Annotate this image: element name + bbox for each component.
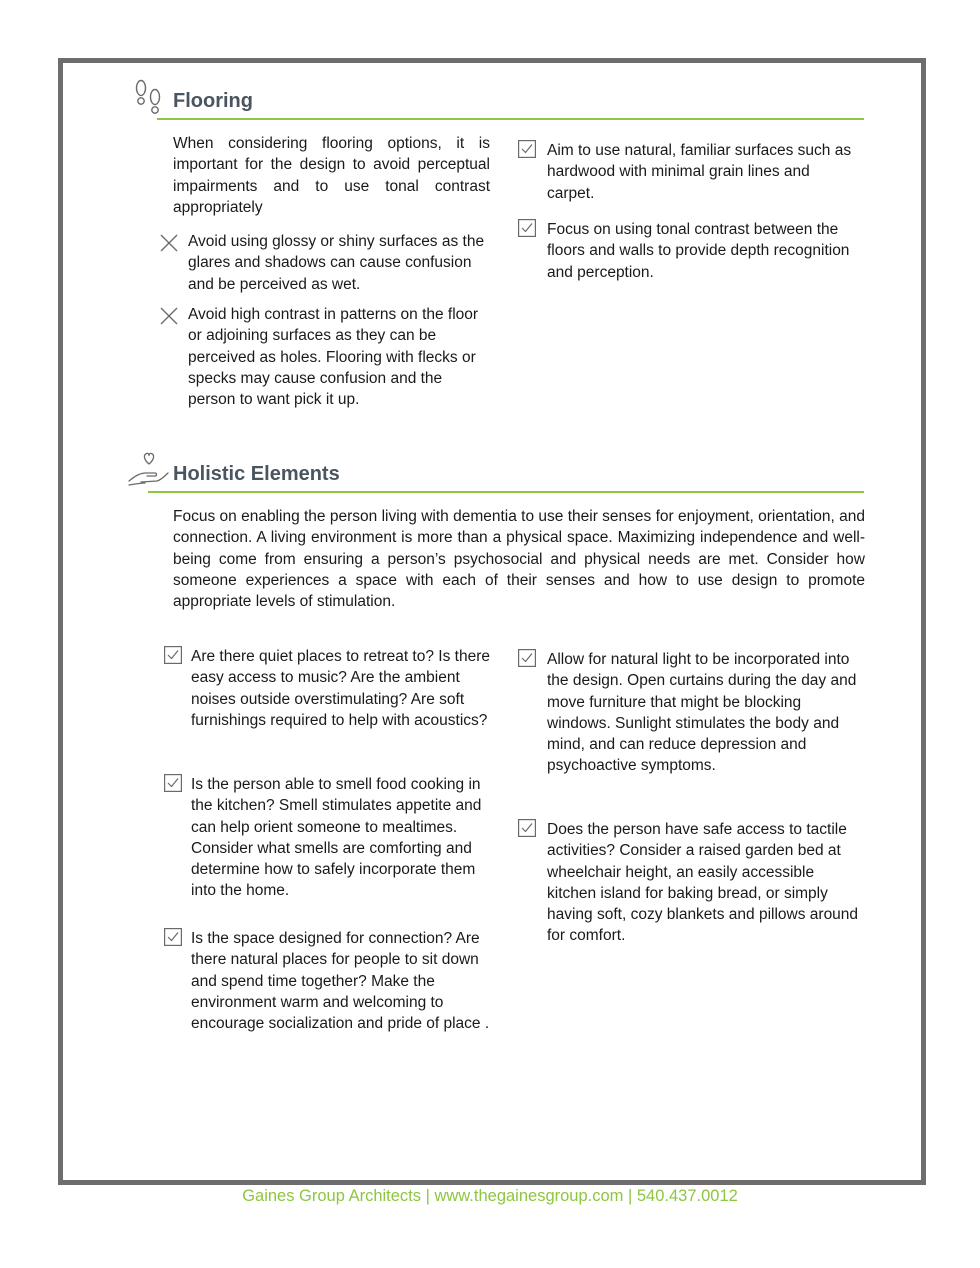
checkbox-checked-icon xyxy=(164,646,182,664)
flooring-avoid-item: Avoid high contrast in patterns on the floor or adjoining surfaces as they can be perceived as holes. Flooring with flecks or specks may cause confusion and the person to want pick it up. xyxy=(160,304,490,410)
holistic-intro: Focus on enabling the person living with dementia to use their senses for enjoyment, orientation, and connection. A living environment is more than a physical space. Maximizing independence and well-being come from ensuring a person’s psychosocial and physical needs are met. Consider how someone experiences a space with each of their senses and how to use design to promote appropriate levels of stimulation. xyxy=(173,508,865,611)
x-icon xyxy=(160,234,178,252)
flooring-do-item: Aim to use natural, familiar surfaces such as hardwood with minimal grain lines and carpet. xyxy=(518,140,858,204)
flooring-avoid-item: Avoid using glossy or shiny surfaces as the glares and shadows can cause confusion and be perceived as wet. xyxy=(160,231,490,295)
holistic-divider xyxy=(148,491,864,493)
holistic-title: Holistic Elements xyxy=(173,463,340,485)
heart-in-hand-icon xyxy=(127,451,169,487)
holistic-checklist-item: Allow for natural light to be incorporated into the design. Open curtains during the day and move furniture that might be blocking windows. Sunlight stimulates the body and mind, and can reduce depression and psychoactive symptoms. xyxy=(518,649,864,777)
flooring-divider xyxy=(157,118,864,120)
checkbox-checked-icon xyxy=(164,928,182,946)
footprints-icon xyxy=(132,79,166,115)
flooring-do-item: Focus on using tonal contrast between the floors and walls to provide depth recognition and perception. xyxy=(518,219,858,283)
holistic-checklist-item: Is the person able to smell food cooking in the kitchen? Smell stimulates appetite and can help orient someone to mealtimes. Consider what smells are comforting and determine how to safely incorporate them into the home. xyxy=(164,774,490,902)
checkbox-checked-icon xyxy=(518,649,536,667)
holistic-checklist-item: Is the space designed for connection? Are there natural places for people to sit down and spend time together? Make the environment warm and welcoming to encourage socialization and pride of place . xyxy=(164,928,490,1034)
flooring-intro: When considering flooring options, it is important for the design to avoid perceptual impairments and to use tonal contrast appropriately xyxy=(173,135,490,216)
holistic-checklist-item: Does the person have safe access to tactile activities? Consider a raised garden bed at wheelchair height, an easily accessible kitchen island for baking bread, or simply having soft, cozy blankets and pillows around for comfort. xyxy=(518,819,864,947)
x-icon xyxy=(160,307,178,325)
flooring-title: Flooring xyxy=(173,90,253,112)
checkbox-checked-icon xyxy=(518,819,536,837)
footer-contact: Gaines Group Architects | www.thegainesgroup.com | 540.437.0012 xyxy=(242,1187,738,1205)
checkbox-checked-icon xyxy=(518,219,536,237)
holistic-checklist-item: Are there quiet places to retreat to? Is there easy access to music? Are the ambient noises outside overstimulating? Are soft furnishings required to help with acoustics? xyxy=(164,646,490,731)
checkbox-checked-icon xyxy=(164,774,182,792)
checkbox-checked-icon xyxy=(518,140,536,158)
